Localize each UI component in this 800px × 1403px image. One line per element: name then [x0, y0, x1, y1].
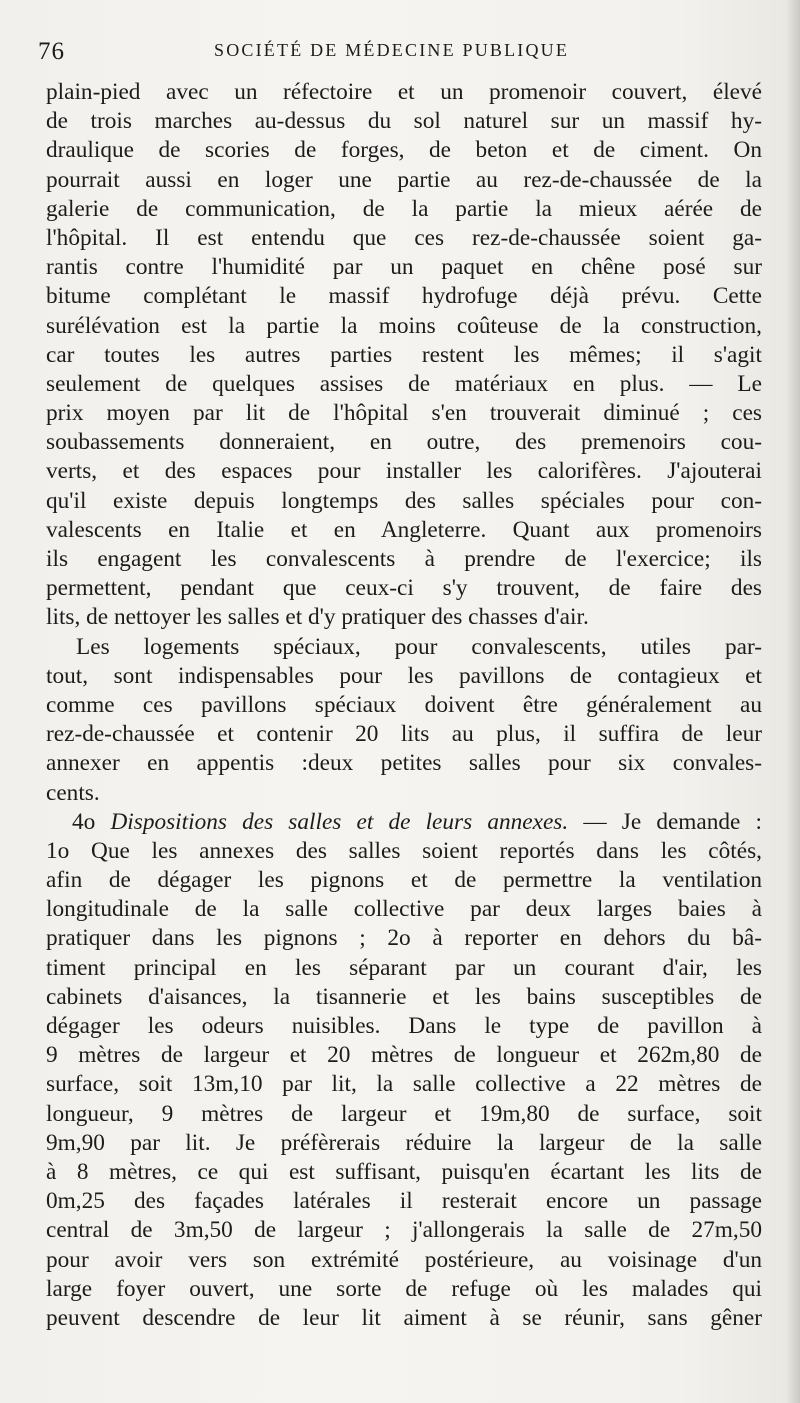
text-line: à 8 mètres, ce qui est suffisant, puisqu'en écartant les lits de	[46, 1158, 762, 1185]
section-heading-line	[46, 808, 762, 837]
text-line: 9m,90 par lit. Je préfèrerais réduire la largeur de la salle	[46, 1129, 762, 1156]
text-line: afin de dégager les pignons et de permettre la ventilation	[46, 867, 762, 894]
page-edge-shadow	[786, 0, 800, 1403]
text-line: peuvent descendre de leur lit aiment à se réunir, sans gêner	[46, 1304, 762, 1331]
text-line: dégager les odeurs nuisibles. Dans le type de pavillon à	[46, 1013, 762, 1039]
text-line: valescents en Italie et en Angleterre. Quant aux promenoirs	[46, 516, 762, 543]
text-line: rantis contre l'humidité par un paquet en chêne posé sur	[46, 254, 762, 281]
text-line: seulement de quelques assises de matériaux en plus. — Le	[46, 370, 762, 397]
text-line: draulique de scories de forges, de beton et de ciment. On	[46, 137, 762, 164]
text-line: cents.	[46, 779, 100, 806]
text-line: l'hôpital. Il est entendu que ces rez-de-chaussée soient ga-	[46, 224, 762, 251]
text-line: comme ces pavillons spéciaux doivent être généralement au	[46, 691, 762, 718]
text-line: bitume complétant le massif hydrofuge déjà prévu. Cette	[46, 283, 762, 310]
text-line: qu'il existe depuis longtemps des salles spéciales pour con-	[46, 487, 762, 514]
text-line: pour avoir vers son extrémité postérieure, au voisinage d'un	[46, 1246, 762, 1273]
text-line: de trois marches au-dessus du sol naturel sur un massif hy-	[46, 108, 762, 135]
text-line: central de 3m,50 de largeur ; j'allongerais la salle de 27m,50	[46, 1217, 762, 1244]
text-line: permettent, pendant que ceux-ci s'y trouvent, de faire des	[46, 575, 762, 602]
text-line: ils engagent les convalescents à prendre de l'exercice; ils	[46, 546, 762, 572]
text-line: pratiquer dans les pignons ; 2o à reporter en dehors du bâ-	[46, 925, 762, 952]
running-title: SOCIÉTÉ DE MÉDECINE PUBLIQUE	[214, 40, 570, 60]
section-title: Dispositions des salles et de leurs annexes.	[110, 808, 569, 835]
section-number: 4o	[72, 808, 111, 835]
text-line: annexer en appentis :deux petites salles pour six convales-	[46, 750, 762, 777]
text-line: surface, soit 13m,10 par lit, la salle collective a 22 mètres de	[46, 1071, 762, 1098]
text-line: large foyer ouvert, une sorte de refuge où les malades qui	[46, 1275, 762, 1302]
text-line: 9 mètres de largeur et 20 mètres de longueur et 262m,80 de	[46, 1042, 762, 1069]
text-line: longitudinale de la salle collective par deux larges baies à	[46, 896, 762, 923]
text-line: soubassements donneraient, en outre, des premenoirs cou-	[46, 429, 762, 456]
text-line: plain-pied avec un réfectoire et un promenoir couvert, élevé	[46, 79, 762, 105]
text-line: 0m,25 des façades latérales il resterait encore un passage	[46, 1188, 762, 1215]
paragraph-start-line: Les logements spéciaux, pour convalescents, utiles par-	[76, 633, 762, 660]
text-line: verts, et des espaces pour installer les calorifères. J'ajouterai	[46, 458, 762, 485]
text-line: pourrait aussi en loger une partie au rez-de-chaussée de la	[46, 166, 762, 193]
body-text	[46, 78, 762, 1333]
text-line: cabinets d'aisances, la tisannerie et les bains susceptibles de	[46, 983, 762, 1010]
text-line: prix moyen par lit de l'hôpital s'en trouverait diminué ; ces	[46, 400, 762, 427]
text-line: tout, sont indispensables pour les pavillons de contagieux et	[46, 662, 762, 689]
section-lead: — Je demande :	[568, 808, 762, 835]
text-line: 1o Que les annexes des salles soient reportés dans les côtés,	[46, 837, 762, 864]
text-line: rez-de-chaussée et contenir 20 lits au plus, il suffira de leur	[46, 721, 762, 748]
page-number: 76	[38, 38, 65, 65]
text-line: surélévation est la partie la moins coûteuse de la construction,	[46, 312, 762, 339]
text-line: galerie de communication, de la partie la mieux aérée de	[46, 195, 762, 222]
text-line: timent principal en les séparant par un courant d'air, les	[46, 954, 762, 981]
text-line: lits, de nettoyer les salles et d'y pratiquer des chasses d'air.	[46, 604, 589, 631]
text-line: car toutes les autres parties restent les mêmes; il s'agit	[46, 341, 762, 368]
text-line: longueur, 9 mètres de largeur et 19m,80 de surface, soit	[46, 1100, 762, 1127]
running-head	[38, 38, 760, 68]
